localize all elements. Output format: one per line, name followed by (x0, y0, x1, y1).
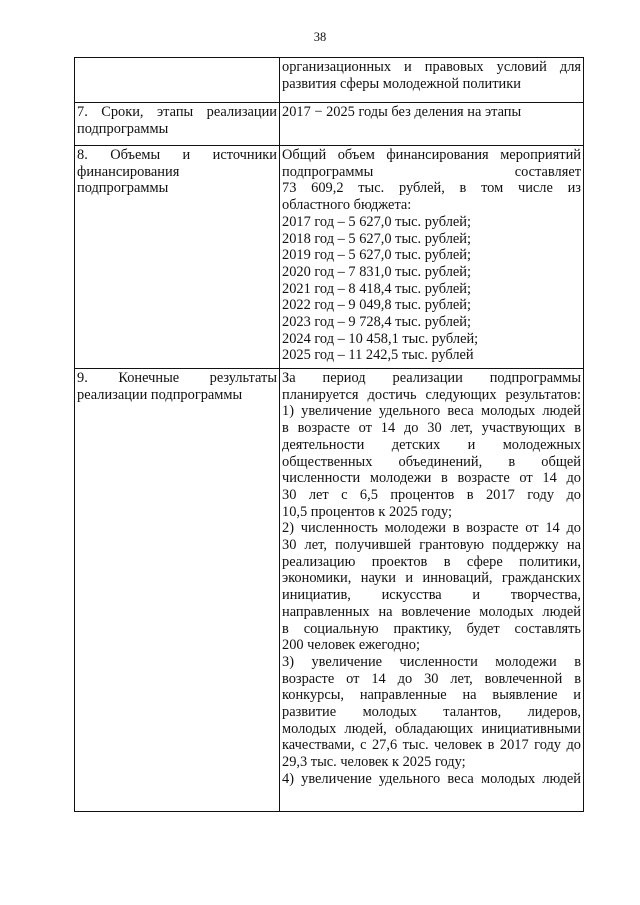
content-line: молодых людей, обладающих инициативными (282, 720, 581, 737)
content-line: направленных на вовлечение молодых людей (282, 603, 581, 620)
content-line: качествами, с 27,6 тыс. человек в 2017 году до (282, 737, 581, 754)
label-line: реализации подпрограммы (77, 386, 243, 403)
row-label-results (75, 369, 280, 812)
content-line: в социальную практику, будет составлять (282, 620, 581, 637)
label-line: 9. Конечные результаты (77, 370, 277, 386)
content-line: в возрасте от 14 до 30 лет, участвующих в (282, 420, 581, 437)
funding-year-item: 2020 год – 7 831,0 тыс. рублей; (282, 263, 471, 280)
content-line: 4) увеличение удельного веса молодых людей (282, 770, 581, 787)
label-line: подпрограммы (77, 120, 169, 137)
funding-year-item: 2024 год – 10 458,1 тыс. рублей; (282, 330, 479, 347)
funding-year-item: 2025 год – 11 242,5 тыс. рублей (282, 347, 474, 364)
funding-year-item: 2019 год – 5 627,0 тыс. рублей; (282, 247, 471, 264)
content-line: За период реализации подпрограммы (282, 370, 581, 386)
content-line: планируется достичь следующих результатов: (282, 386, 581, 403)
label-line: финансирования (77, 163, 180, 180)
content-line: организационных и правовых условий для (282, 59, 581, 75)
row-content-funding (280, 146, 584, 369)
row-label-timeline (75, 103, 280, 146)
content-line: инициатив, искусства и творчества, (282, 587, 581, 604)
content-line: подпрограммы составляет (282, 163, 581, 180)
content-line: 30 лет, получившей грантовую поддержку на (282, 537, 581, 554)
row-label-funding (75, 146, 280, 369)
content-line: экономики, науки и инноваций, гражданских (282, 570, 581, 587)
funding-year-item: 2022 год – 9 049,8 тыс. рублей; (282, 297, 471, 314)
table-row-timeline (75, 103, 584, 146)
label-line: подпрограммы (77, 180, 169, 197)
funding-year-item: 2018 год – 5 627,0 тыс. рублей; (282, 230, 471, 247)
row-content-timeline (280, 103, 584, 146)
row-content-continuation (280, 58, 584, 103)
table-row-results (75, 369, 584, 812)
content-line: Общий объем финансирования мероприятий (282, 147, 581, 163)
content-line: 2017 − 2025 годы без деления на этапы (282, 104, 522, 120)
label-line: 7. Сроки, этапы реализации (77, 104, 277, 120)
content-line: конкурсы, направленные на выявление и (282, 687, 581, 704)
content-line: 2) численность молодежи в возрасте от 14 до (282, 520, 581, 537)
content-line: 10,5 процентов к 2025 году; (282, 503, 452, 520)
content-line: численности молодежи в возрасте от 14 до (282, 470, 581, 487)
content-line: возрасте от 14 до 30 лет, вовлеченной в (282, 670, 581, 687)
content-line: 3) увеличение численности молодежи в (282, 653, 581, 670)
page-number: 38 (313, 30, 327, 44)
content-line: 200 человек ежегодно; (282, 637, 420, 654)
funding-year-item: 2017 год – 5 627,0 тыс. рублей; (282, 213, 471, 230)
table-row-continuation (75, 58, 584, 103)
row-label-continuation (75, 58, 280, 103)
content-line: развития сферы молодежной политики (282, 75, 521, 92)
content-line: 73 609,2 тыс. рублей, в том числе из (282, 180, 581, 197)
content-line: областного бюджета: (282, 197, 412, 214)
row-content-results (280, 369, 584, 812)
content-line: общественных объединений, в общей (282, 453, 581, 470)
label-line: 8. Объемы и источники (77, 147, 277, 163)
content-line: 30 лет с 6,5 процентов в 2017 году до (282, 486, 581, 503)
table-row-funding (75, 146, 584, 369)
content-line: 29,3 тыс. человек к 2025 году; (282, 754, 466, 771)
content-line: 1) увеличение удельного веса молодых людей (282, 403, 581, 420)
content-line: развитие молодых талантов, лидеров, (282, 704, 581, 721)
funding-year-item: 2023 год – 9 728,4 тыс. рублей; (282, 314, 471, 331)
funding-year-item: 2021 год – 8 418,4 тыс. рублей; (282, 280, 471, 297)
passport-table (74, 57, 584, 812)
content-line: деятельности детских и молодежных (282, 436, 581, 453)
content-line: реализацию проектов в сфере политики, (282, 553, 581, 570)
